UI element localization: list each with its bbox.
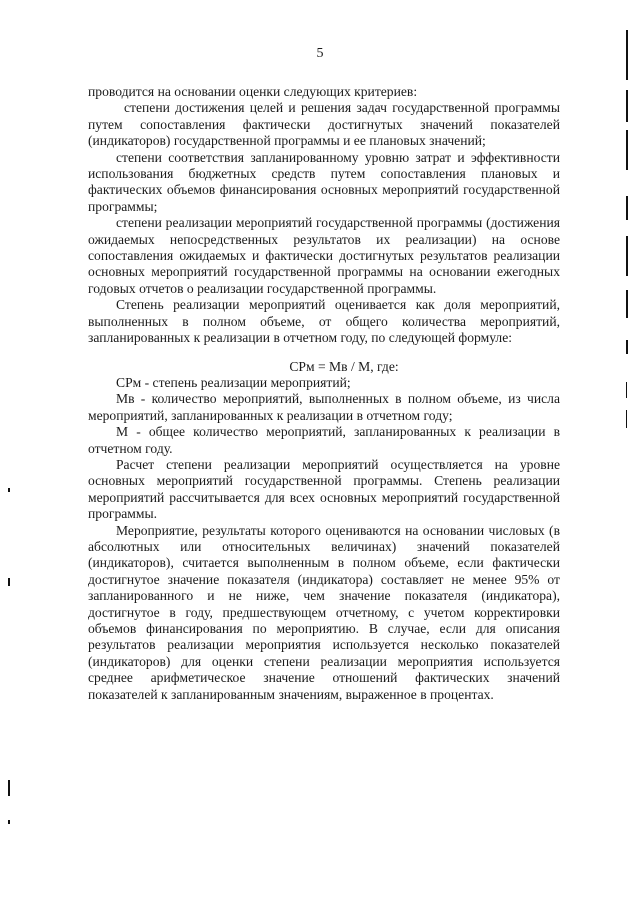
scan-artifact-right-1 [626,30,628,80]
paragraph-degree-definition: Степень реализации мероприятий оценивается как доля мероприятий, выполненных в полном объеме, от общего количества мероприятий, запланированных к реализации в отчетном году, по следующей формуле: [88,297,560,346]
scan-artifact-right-4 [626,196,628,220]
paragraph-intro: проводится на основании оценки следующих критериев: [88,84,418,99]
paragraph-criterion-activities: степени реализации мероприятий государственной программы (достижения ожидаемых непосредственных результатов их реализации) на основе сопоставления ожидаемых и фактически достигнутых результатов реализации основных мероприятий государственной программы на основании ежегодных годовых отчетов о реализации государственной программы. [88,215,560,296]
scan-artifact-right-5 [626,236,628,276]
scan-artifact-right-2 [626,90,628,122]
scan-artifact-right-9 [626,410,627,428]
paragraph-var-srm: СРм - степень реализации мероприятий; [116,374,351,390]
paragraph-activity-completion: Мероприятие, результаты которого оцениваются на основании числовых (в абсолютных или относительных величинах) значений показателей (индикаторов), считается выполненным в полном объеме, если фактически достигнутое значение показателя (индикатора) составляет не менее 95% от запланированного и не ниже, чем значение показателя (индикатора), достигнутое в году, предшествующем отчетному, с учетом корректировки объемов финансирования по мероприятию. В случае, если для описания результатов реализации мероприятия используется несколько показателей (индикаторов) для оценки степени реализации мероприятия используется среднее арифметическое значение отношений фактических значений показателей к запланированным значениям, выраженное в процентах. [88,522,560,702]
scan-artifact-left-3 [8,780,10,796]
paragraph-calculation-level: Расчет степени реализации мероприятий осуществляется на уровне основных мероприятий государственной программы. Степень реализации мероприятий рассчитывается для всех основных мероприятий государственной программы. [88,456,560,522]
page-number: 5 [316,46,324,61]
scan-artifact-left-4 [8,820,10,824]
paragraph-criterion-costs: степени соответствия запланированному уровню затрат и эффективности использования бюджетных средств путем сопоставления плановых и фактических объемов финансирования основных мероприятий государственной программы; [88,149,560,214]
formula: СРм = Мв / М, где: [289,358,399,374]
document-body [88,84,560,703]
scan-artifact-left-2 [8,578,10,586]
scan-artifact-left-1 [8,488,10,492]
scan-artifact-right-8 [626,382,627,398]
paragraph-var-mv: Мв - количество мероприятий, выполненных в полном объеме, из числа мероприятий, запланированных к реализации в отчетном году; [88,391,560,423]
scan-artifact-right-3 [626,130,628,170]
scan-artifact-right-6 [626,290,628,318]
scan-artifact-right-7 [626,340,628,354]
paragraph-var-m: М - общее количество мероприятий, запланированных к реализации в отчетном году. [88,424,560,456]
paragraph-criterion-goals: степени достижения целей и решения задач государственной программы путем сопоставления фактически достигнутых значений показателей (индикаторов) государственной программы и ее плановых значений; [88,100,560,149]
